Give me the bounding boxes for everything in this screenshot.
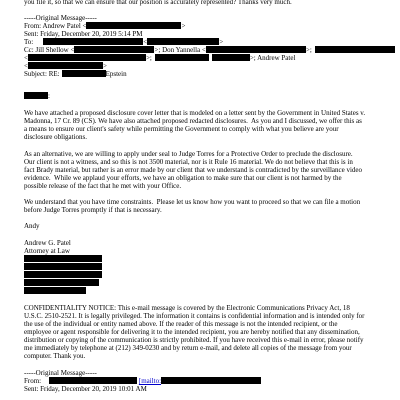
redaction xyxy=(28,62,103,69)
redaction xyxy=(43,38,143,45)
notice-line-1: CONFIDENTIALITY NOTICE: This e-mail message is covered by the Electronic Communications Privacy Act, 18 xyxy=(24,304,350,312)
redaction xyxy=(206,46,306,53)
original-message-separator-2: -----Original Message----- xyxy=(24,369,97,377)
redaction xyxy=(28,54,146,61)
redaction xyxy=(155,54,209,61)
notice-line-6: me immediately by telephone at (212) 349-0230 and by return e-mail, and delete all copies of the message from your xyxy=(24,344,352,352)
paragraph-1-line-1: We have attached a proposed disclosure cover letter that is modeled on a letter sent by the Government in United States v. xyxy=(24,109,366,117)
from-line: From: Andrew Patel < > xyxy=(24,22,186,30)
original-message-separator: -----Original Message----- xyxy=(24,14,97,22)
paragraph-2-line-3: fact Brady material, but rather is an error made by our client that we understand is contradicted by the surveillance video xyxy=(24,166,363,174)
from-line-2: From: [mailto: xyxy=(24,377,261,385)
signature-name: Andrew G. Patel xyxy=(24,239,71,247)
redaction xyxy=(24,279,99,286)
redaction xyxy=(74,46,154,53)
subject-line: Subject: RE: Epstein xyxy=(24,70,127,78)
paragraph-1-line-4: disclosure obligations. xyxy=(24,133,87,141)
cc-line-3: < > xyxy=(24,62,107,70)
notice-line-7: computer. Thank you. xyxy=(24,352,86,360)
paragraph-3-line-1: We understand that you have time constraints. Please let us know how you want to proceed so that we can file a motion xyxy=(24,198,361,206)
redaction xyxy=(315,46,395,53)
sent-line: Sent: Friday, December 20, 2019 5:14 PM xyxy=(24,30,143,38)
closing: Andy xyxy=(24,222,40,230)
redaction xyxy=(24,255,102,262)
notice-line-3: the use of the individual or entity named above. If the reader of this message is not the intended recipient, or the xyxy=(24,320,338,328)
signature-title: Attorney at Law xyxy=(24,247,70,255)
notice-line-4: employee or agent responsible for delivering it to the intended recipient, you are hereby notified that any dissemination, xyxy=(24,328,360,336)
redaction xyxy=(86,22,181,29)
redaction xyxy=(147,38,219,45)
notice-line-5: distribution or copying of the communication is strictly prohibited. If you have received this e-mail in error, please notify xyxy=(24,336,364,344)
redaction xyxy=(49,377,137,384)
redaction xyxy=(62,70,106,77)
cc-line-2: < >; >; Andrew Patel xyxy=(24,54,296,62)
paragraph-3-line-2: before Judge Torres promptly if that is necessary. xyxy=(24,206,162,214)
notice-line-2: U.S.C. 2510-2521. It is legally privileged. The information it contains is confidential information and is intended only for xyxy=(24,312,365,320)
paragraph-2-line-2: Our client is not a witness, and so this is not 3500 material, nor is it Rule 16 material. We do not believe that this is in xyxy=(24,158,353,166)
paragraph-2-line-1: As an alternative, we are willing to apply under seal to Judge Torres for a Protective Order to preclude the disclosure. xyxy=(24,150,353,158)
redaction xyxy=(24,287,86,294)
paragraph-1-line-2: Madonna, 17 Cr. 89 (CS). We have also attached proposed redacted disclosures. As you and I discussed, we offer this as xyxy=(24,117,362,125)
greeting-line: : xyxy=(24,92,50,100)
previous-message-line: you file it, so that we can ensure that our position is accurately represented? Thanks very much. xyxy=(24,0,292,6)
redaction xyxy=(161,377,261,384)
redaction xyxy=(212,54,250,61)
sent-line-2: Sent: Friday, December 20, 2019 10:01 AM xyxy=(24,385,147,393)
cc-line: Cc: Jill Shellow < >; Don Yannella < >; xyxy=(24,46,395,54)
redaction xyxy=(24,92,48,99)
signature-redaction xyxy=(24,287,86,295)
redaction xyxy=(24,271,102,278)
mailto-link[interactable]: [mailto: xyxy=(138,377,162,385)
redaction xyxy=(24,263,102,270)
paragraph-2-line-5: possible release of the fact that he met with your Office. xyxy=(24,182,182,190)
to-line: To: < > xyxy=(24,38,224,46)
paragraph-2-line-4: evidence. While we applaud your efforts, we have an obligation to make sure that our client is not harmed by the xyxy=(24,174,342,182)
paragraph-1-line-3: a means to ensure our client's safety while permitting the Government to comply with what you believe are your xyxy=(24,125,339,133)
